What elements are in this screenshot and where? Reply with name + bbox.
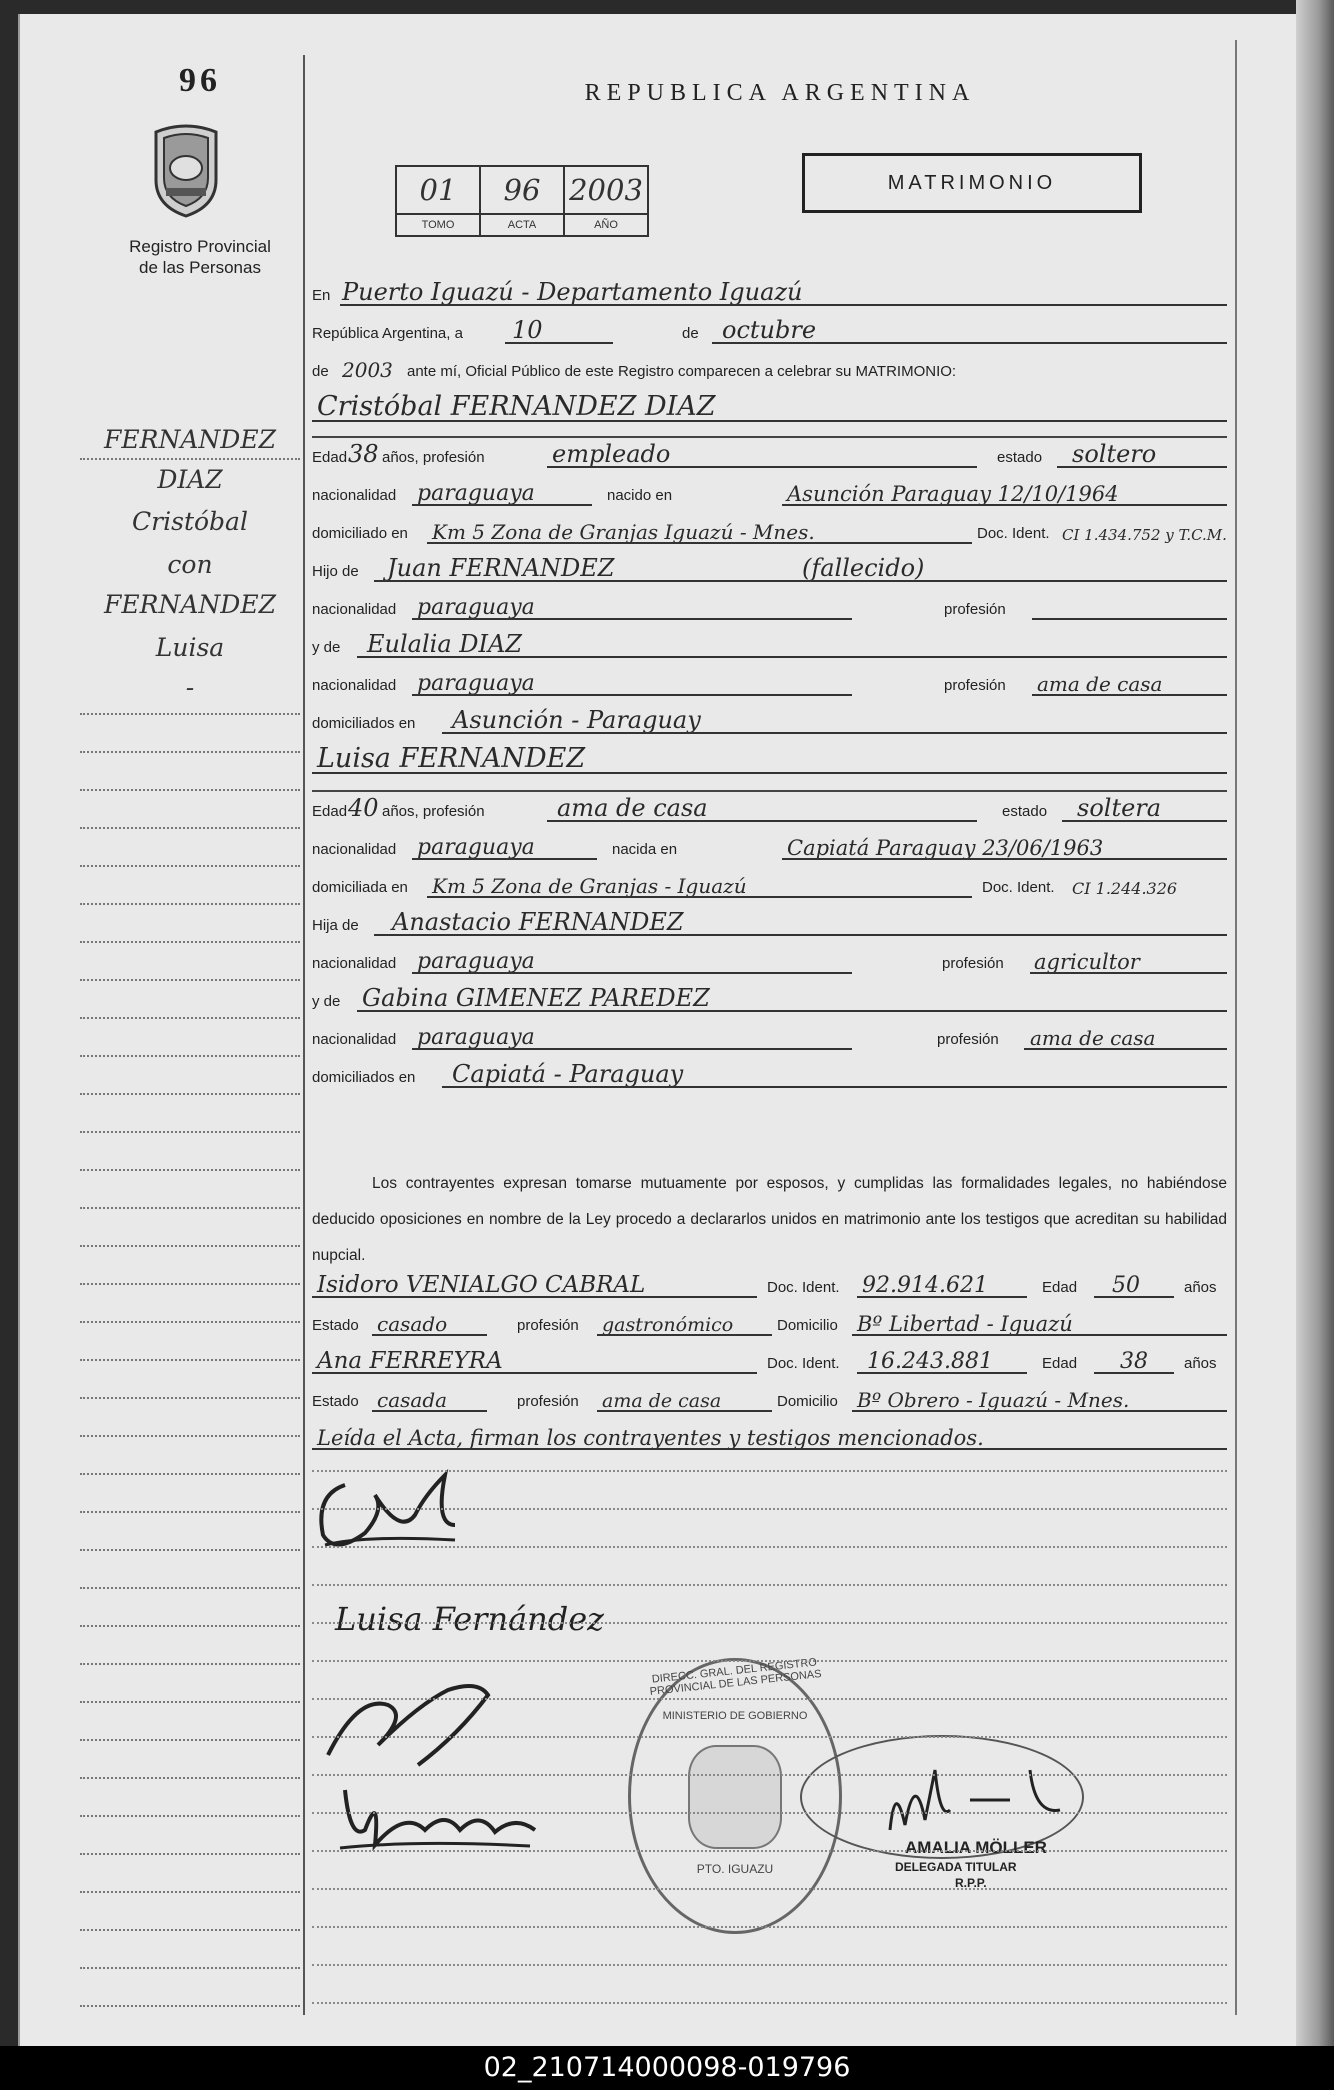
margin-line-1: FERNANDEZ (104, 425, 276, 454)
label-domiciliados-en: domiciliados en (312, 1069, 416, 1086)
label-nacionalidad: nacionalidad (312, 677, 397, 694)
seal-inner-text: MINISTERIO DE GOBIERNO (662, 1710, 808, 1722)
margin-rule (80, 1397, 300, 1399)
witness1-doc: 92.914.621 (862, 1273, 988, 1298)
label-domicilio: Domicilio (777, 1317, 838, 1334)
bride-profession-line (547, 820, 977, 822)
label-anios: años (1184, 1355, 1217, 1372)
row-novio-padre (312, 546, 1227, 584)
row-novia-madre (312, 976, 1227, 1014)
registry-line-1: Registro Provincial (129, 237, 271, 256)
margin-divider (303, 55, 305, 2015)
margin-line-6: Luisa (155, 633, 225, 662)
row-novia-dom (312, 862, 1227, 900)
ruled-line (312, 1546, 1227, 1548)
groom-mother-nationality: paraguaya (417, 671, 535, 696)
groom-mother-nat-line (412, 694, 852, 696)
margin-rule (80, 1625, 300, 1627)
right-margin-rule (1235, 40, 1237, 2015)
signature-witness2 (335, 1770, 545, 1860)
row-novia-nombre (312, 738, 1227, 776)
groom-birth-line (782, 504, 1227, 506)
label-anios-profesion: años, profesión (382, 803, 485, 820)
groom-mother-profession: ama de casa (1037, 672, 1163, 696)
seal-ring-text: DIRECC. GRAL. DEL REGISTRO PROVINCIAL DE LAS PERSONAS (649, 1656, 823, 1698)
label-edad: Edad (312, 449, 348, 466)
book-spine (1296, 0, 1334, 2050)
margin-line-3: Cristóbal (132, 507, 248, 536)
label-nacionalidad: nacionalidad (312, 955, 397, 972)
declaration-text: Los contrayentes expresan tomarse mutuamente por esposos, y cumplidas las formalidades legales, no habiéndose deducido oposiciones en nombre de la Ley procedo a declararlos unidos en matrimonio ante los testigos que acreditan su habilidad nupcial. (312, 1175, 1227, 1264)
label-profesion: profesión (944, 601, 1006, 618)
margin-rule (80, 1245, 300, 1247)
margin-rule (80, 1511, 300, 1513)
bride-mother-prof-line (1024, 1048, 1227, 1050)
seal-emblem-icon (688, 1745, 782, 1849)
bride-age: 40 (348, 794, 379, 822)
row-novia-padres-dom (312, 1052, 1227, 1090)
groom-mother-line (357, 656, 1227, 658)
tomo-caption: TOMO (396, 214, 480, 236)
margin-rule (80, 903, 300, 905)
margin-rule (80, 1549, 300, 1551)
row-cierre (312, 1414, 1227, 1452)
margin-line-7: - (185, 673, 195, 702)
label-profesion: profesión (517, 1317, 579, 1334)
act-type-box: MATRIMONIO (802, 153, 1142, 213)
bride-profession: ama de casa (557, 794, 708, 822)
row-novio-madre-nac (312, 660, 1227, 698)
label-nacido-en: nacido en (607, 487, 673, 504)
label-doc: Doc. Ident. (977, 525, 1050, 542)
bride-nationality-line (412, 858, 597, 860)
bride-status: soltera (1077, 794, 1162, 822)
row-novio-dom (312, 508, 1227, 546)
margin-rule (80, 1359, 300, 1361)
margin-rule (80, 1207, 300, 1209)
groom-name: Cristóbal FERNANDEZ DIAZ (317, 391, 716, 422)
label-doc: Doc. Ident. (767, 1355, 840, 1372)
groom-address: Km 5 Zona de Granjas Iguazú - Mnes. (432, 520, 815, 544)
label-estado: Estado (312, 1393, 359, 1410)
groom-profession-line (547, 466, 977, 468)
ruled-line (312, 1660, 1227, 1662)
ruled-line (312, 1508, 1227, 1510)
row-testigo1-datos (312, 1300, 1227, 1338)
anio-value: 2003 (564, 166, 648, 214)
witness1-doc-line (857, 1296, 1027, 1298)
ruled-line (312, 1774, 1227, 1776)
bride-mother-nationality: paraguaya (417, 1025, 535, 1050)
label-nacionalidad: nacionalidad (312, 1031, 397, 1048)
label-nacionalidad: nacionalidad (312, 601, 397, 618)
groom-father-nat-line (412, 618, 852, 620)
margin-rule (80, 1701, 300, 1703)
margin-rule (80, 1739, 300, 1741)
bride-mother-line (357, 1010, 1227, 1012)
groom-father-note: (fallecido) (802, 554, 925, 582)
tomo-value: 01 (396, 166, 480, 214)
margin-rule (80, 1055, 300, 1057)
label-anios-profesion: años, profesión (382, 449, 485, 466)
ruled-line (312, 1736, 1227, 1738)
signature-official (880, 1760, 1080, 1840)
label-profesion: profesión (517, 1393, 579, 1410)
witness2-address-line (852, 1410, 1227, 1412)
witness2-status-line (372, 1410, 487, 1412)
ruled-line (312, 1926, 1227, 1928)
row-novio-padres-dom (312, 698, 1227, 736)
label-y-de: y de (312, 639, 341, 656)
label-domiciliados-en: domiciliados en (312, 715, 416, 732)
label-domiciliado-en: domiciliado en (312, 525, 408, 542)
label-nacionalidad: nacionalidad (312, 487, 397, 504)
bride-father: Anastacio FERNANDEZ (392, 908, 684, 936)
place-line (340, 304, 1227, 306)
coat-of-arms-icon (148, 120, 224, 218)
label-edad: Edad (1042, 1279, 1078, 1296)
row-novia-padre (312, 900, 1227, 938)
label-doc: Doc. Ident. (982, 879, 1055, 896)
bride-mother: Gabina GIMENEZ PAREDEZ (362, 984, 710, 1012)
groom-parents-address: Asunción - Paraguay (452, 706, 701, 734)
bride-birth: Capiatá Paraguay 23/06/1963 (787, 836, 1104, 860)
label-hijo-de: Hijo de (312, 563, 359, 580)
margin-line-4: con (167, 550, 213, 579)
label-edad: Edad (312, 803, 348, 820)
witness2-address: Bº Obrero - Iguazú - Mnes. (857, 1388, 1130, 1412)
witness1-prof-line (597, 1334, 772, 1336)
label-estado: estado (997, 449, 1043, 466)
row-lugar (312, 270, 1227, 308)
bride-father-nat-line (412, 972, 852, 974)
label-doc: Doc. Ident. (767, 1279, 840, 1296)
margin-rule (80, 1169, 300, 1171)
label-edad: Edad (1042, 1355, 1078, 1372)
groom-parents-line (442, 732, 1227, 734)
margin-rule (80, 1321, 300, 1323)
groom-nationality: paraguaya (417, 481, 535, 506)
row-novia-nac (312, 824, 1227, 862)
witness2-status: casada (377, 1388, 448, 1412)
witness1-name: Isidoro VENIALGO CABRAL (317, 1272, 646, 1298)
day-value: 10 (512, 316, 543, 344)
groom-father: Juan FERNANDEZ (387, 554, 615, 582)
folio-number: 96 (179, 62, 221, 99)
label-estado: Estado (312, 1317, 359, 1334)
bride-father-line (374, 934, 1227, 936)
margin-rule (80, 1093, 300, 1095)
row-novio-padre-nac (312, 584, 1227, 622)
bride-father-profession: agricultor (1034, 950, 1140, 974)
label-profesion: profesión (937, 1031, 999, 1048)
bride-nationality: paraguaya (417, 835, 535, 860)
row-testigo2 (312, 1338, 1227, 1376)
label-nacida-en: nacida en (612, 841, 678, 858)
margin-rule (80, 1777, 300, 1779)
ruled-line (312, 1584, 1227, 1586)
label-estado: estado (1002, 803, 1048, 820)
row-novia-madre-nac (312, 1014, 1227, 1052)
margin-rule (80, 1473, 300, 1475)
margin-rule (80, 458, 300, 460)
bride-status-line (1062, 820, 1227, 822)
row-novio-nac (312, 470, 1227, 508)
witness2-name: Ana FERREYRA (317, 1348, 503, 1374)
row-novio-madre (312, 622, 1227, 660)
margin-rule (80, 789, 300, 791)
row-testigo1 (312, 1262, 1227, 1300)
groom-profession: empleado (552, 440, 671, 468)
witness1-address: Bº Libertad - Iguazú (857, 1312, 1073, 1336)
day-line (505, 342, 613, 344)
groom-father-nationality: paraguaya (417, 595, 535, 620)
margin-rule (80, 1663, 300, 1665)
label-nacionalidad: nacionalidad (312, 841, 397, 858)
closing-text: Leída el Acta, firman los contrayentes y testigos mencionados. (317, 1426, 984, 1450)
official-acronym: R.P.P. (955, 1876, 987, 1890)
groom-nationality-line (412, 504, 592, 506)
row-testigo2-datos (312, 1376, 1227, 1414)
margin-rule (80, 751, 300, 753)
signature-bride: Luisa Fernández (335, 1600, 605, 1638)
margin-rule (80, 2005, 300, 2007)
ruled-line (312, 1964, 1227, 1966)
ruled-line (312, 1622, 1227, 1624)
registry-caption (100, 236, 300, 278)
witness1-address-line (852, 1334, 1227, 1336)
label-en: En (312, 287, 331, 304)
bride-doc: CI 1.244.326 (1072, 879, 1178, 898)
witness2-profession: ama de casa (602, 1390, 722, 1412)
margin-rule (80, 1131, 300, 1133)
witness1-age: 50 (1112, 1273, 1140, 1298)
margin-rule (80, 1815, 300, 1817)
groom-address-line (427, 542, 972, 544)
row-novio-edad (312, 432, 1227, 470)
label-anios: años (1184, 1279, 1217, 1296)
margin-rule (80, 979, 300, 981)
groom-father-prof-line (1032, 618, 1227, 620)
month-line (712, 342, 1227, 344)
witness1-age-line (1094, 1296, 1174, 1298)
ruled-line (312, 2002, 1227, 2004)
ruled-line (312, 1850, 1227, 1852)
witness2-line (312, 1372, 757, 1374)
bride-father-prof-line (1030, 972, 1227, 974)
witness2-doc-line (857, 1372, 1027, 1374)
witness2-age: 38 (1120, 1349, 1148, 1374)
acta-value: 96 (480, 166, 564, 214)
ruled-line (312, 1812, 1227, 1814)
label-y-de: y de (312, 993, 341, 1010)
witness1-status-line (372, 1334, 487, 1336)
footer-id: 02_210714000098-019796 (483, 2052, 851, 2083)
bride-birth-line (782, 858, 1227, 860)
ruled-line (312, 1470, 1227, 1472)
groom-doc: CI 1.434.752 y T.C.M. (1062, 526, 1227, 544)
year-value: 2003 (342, 358, 393, 382)
bride-name: Luisa FERNANDEZ (317, 743, 586, 774)
anio-caption: AÑO (564, 214, 648, 236)
label-domicilio: Domicilio (777, 1393, 838, 1410)
place-value: Puerto Iguazú - Departamento Iguazú (342, 278, 803, 306)
signature-witness1 (318, 1675, 528, 1775)
margin-rule (80, 1283, 300, 1285)
bride-father-nationality: paraguaya (417, 949, 535, 974)
witness1-profession: gastronómico (602, 1314, 734, 1336)
bride-parents-line (442, 1086, 1227, 1088)
seal-city-text: PTO. IGUAZU (696, 1862, 774, 1876)
document-title: REPUBLICA ARGENTINA (584, 80, 976, 106)
groom-status: soltero (1072, 440, 1157, 468)
label-de: de (682, 325, 699, 342)
label-de-anio: de (312, 363, 329, 380)
bride-parents-address: Capiatá - Paraguay (452, 1060, 684, 1088)
margin-rule (80, 1017, 300, 1019)
ruled-line (312, 1698, 1227, 1700)
margin-rule (80, 1435, 300, 1437)
groom-mother: Eulalia DIAZ (367, 630, 522, 658)
label-domiciliada-en: domiciliada en (312, 879, 408, 896)
witness1-status: casado (377, 1312, 448, 1336)
groom-mother-prof-line (1032, 694, 1227, 696)
row-anio (312, 346, 1227, 384)
official-name: AMALIA MÖLLER (905, 1838, 1047, 1857)
label-comparecen: ante mí, Oficial Público de este Registro comparecen a celebrar su MATRIMONIO: (407, 363, 957, 380)
margin-rule (80, 1891, 300, 1893)
margin-rule (80, 1967, 300, 1969)
official-title: DELEGADA TITULAR (895, 1860, 1017, 1874)
acta-caption: ACTA (480, 214, 564, 236)
bride-line (312, 772, 1227, 774)
row-fecha (312, 308, 1227, 346)
label-hija-de: Hija de (312, 917, 359, 934)
witness2-age-line (1094, 1372, 1174, 1374)
groom-father-line (374, 580, 1227, 582)
label-profesion: profesión (944, 677, 1006, 694)
groom-status-line (1057, 466, 1227, 468)
label-profesion: profesión (942, 955, 1004, 972)
witness2-doc: 16.243.881 (867, 1349, 993, 1374)
margin-rule (80, 1587, 300, 1589)
bride-address: Km 5 Zona de Granjas - Iguazú (432, 874, 747, 898)
row-novia-padre-nac (312, 938, 1227, 976)
margin-rule (80, 713, 300, 715)
margin-line-5: FERNANDEZ (104, 590, 276, 619)
tomo-acta-anio-table (395, 165, 649, 237)
bride-mother-profession: ama de casa (1030, 1026, 1156, 1050)
closing-line (312, 1448, 1227, 1450)
margin-rule (80, 941, 300, 943)
registry-line-2: de las Personas (139, 258, 261, 277)
margin-rule (80, 865, 300, 867)
witness1-line (312, 1296, 757, 1298)
groom-line (312, 420, 1227, 422)
margin-rule (80, 1853, 300, 1855)
margin-rule (80, 1929, 300, 1931)
margin-line-2: DIAZ (157, 465, 223, 494)
row-novia-edad (312, 786, 1227, 824)
margin-rule (80, 827, 300, 829)
label-republica: República Argentina, a (312, 325, 463, 342)
witness2-prof-line (597, 1410, 772, 1412)
groom-birth: Asunción Paraguay 12/10/1964 (787, 482, 1119, 506)
row-novio-nombre (312, 386, 1227, 424)
groom-age: 38 (348, 440, 379, 468)
bride-mother-nat-line (412, 1048, 852, 1050)
ruled-line (312, 1888, 1227, 1890)
bride-address-line (427, 896, 972, 898)
month-value: octubre (722, 316, 817, 344)
